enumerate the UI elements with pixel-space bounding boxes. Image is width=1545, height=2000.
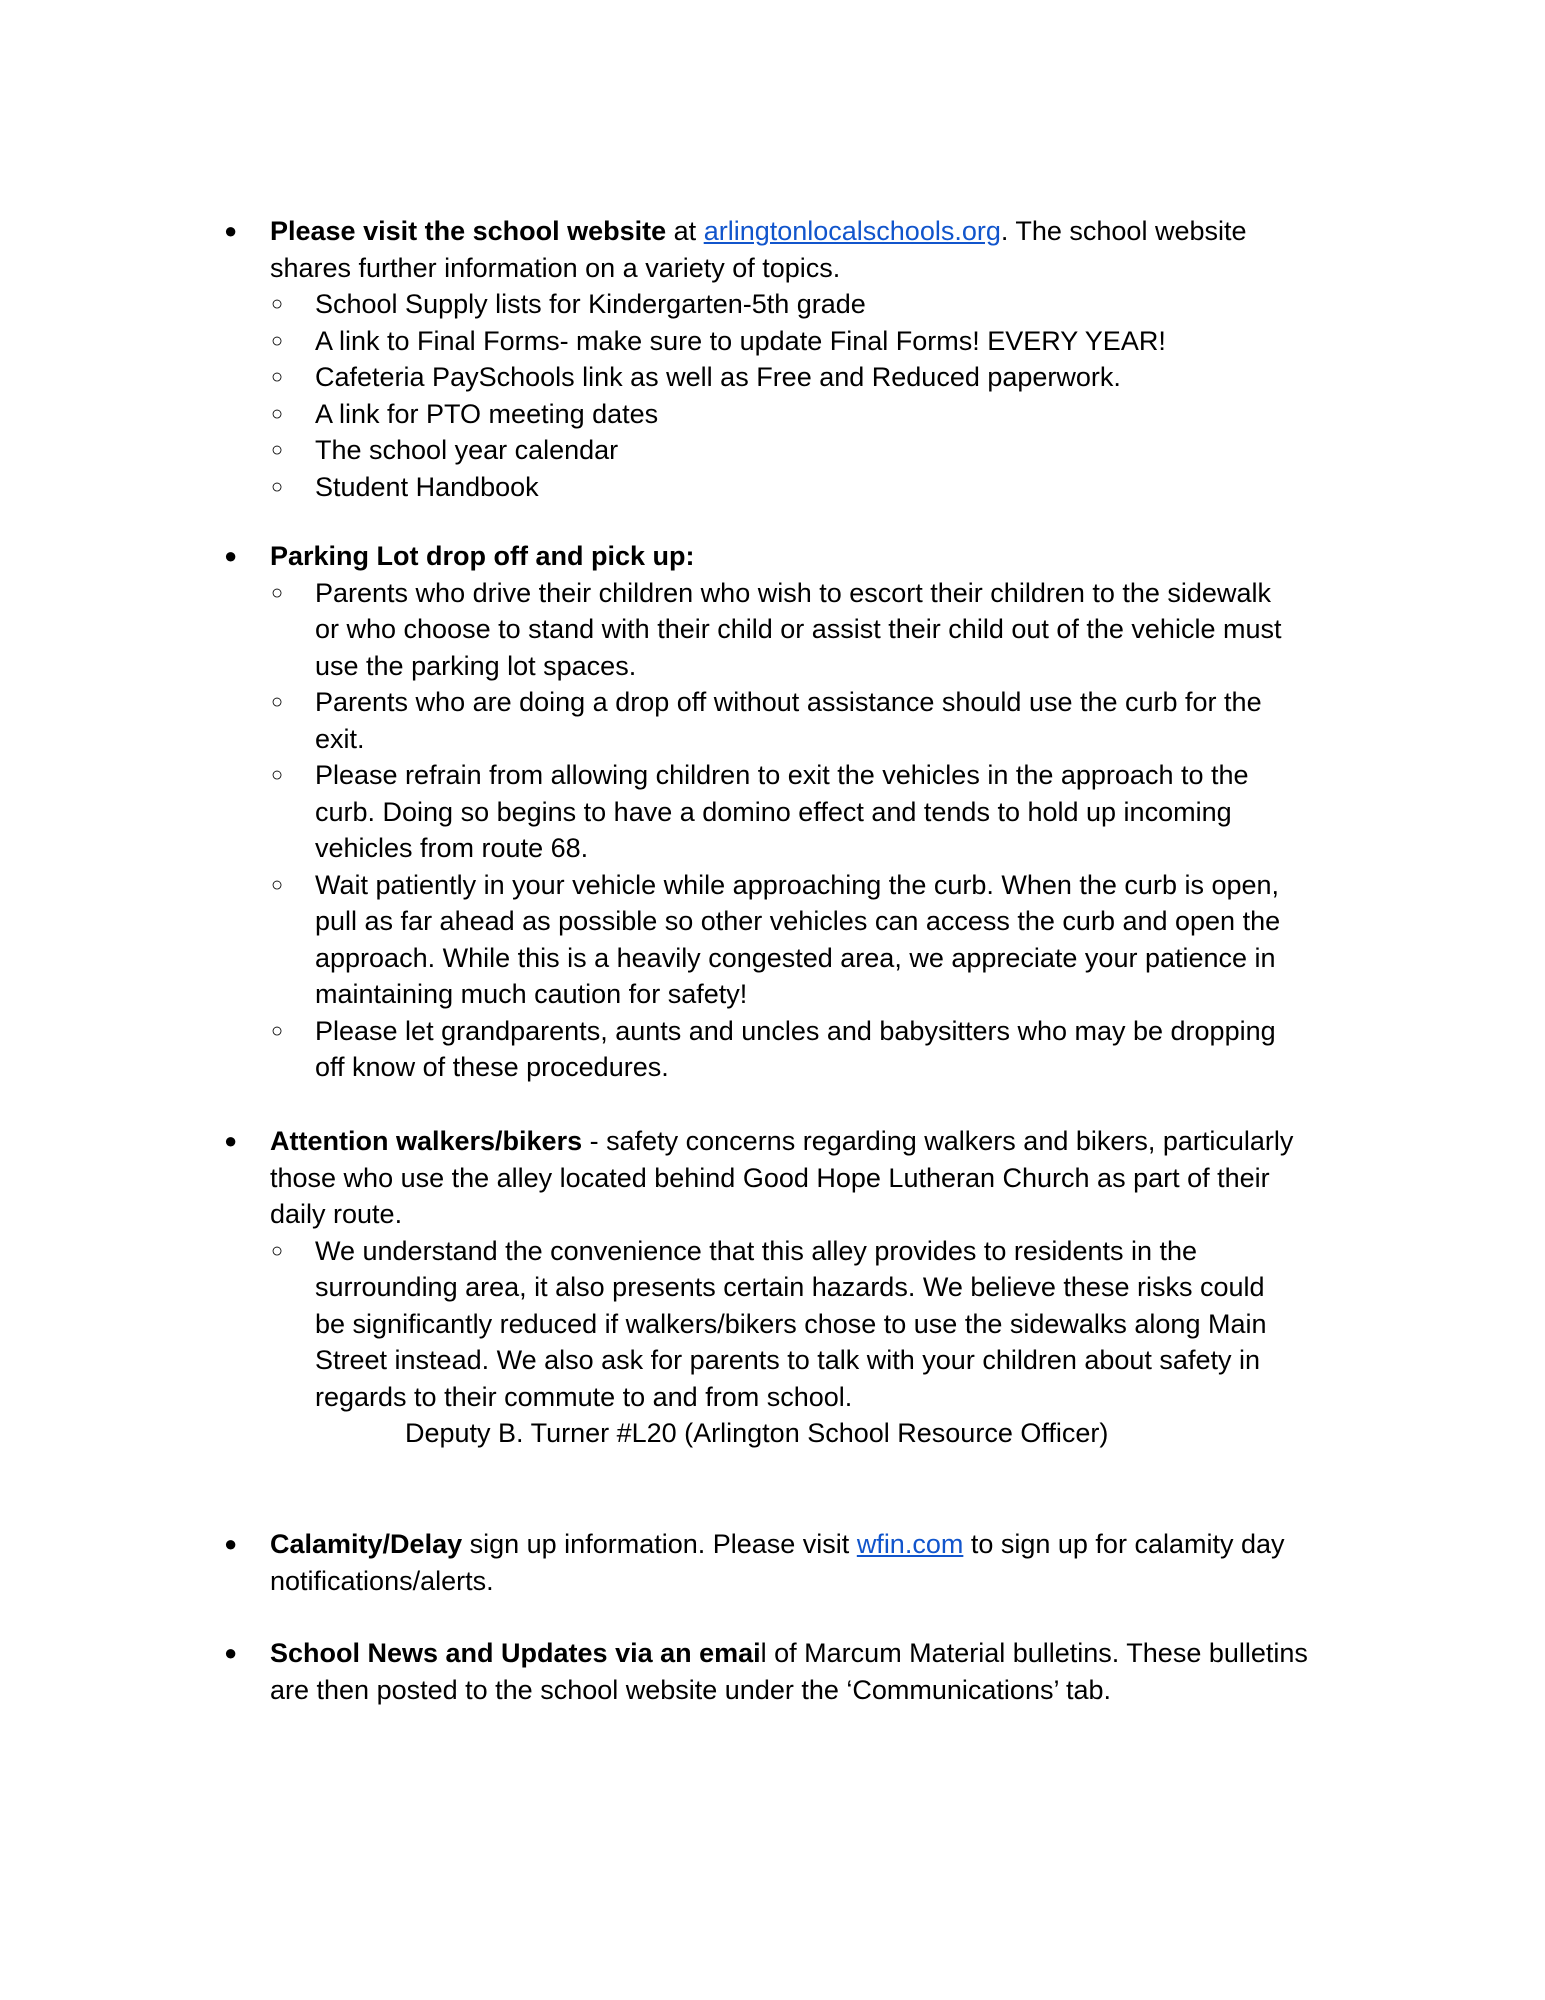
website-topic-item bbox=[225, 469, 1385, 506]
circle-bullet-icon: ○ bbox=[271, 764, 284, 786]
website-heading: Please visit the school website bbox=[270, 216, 667, 246]
website-topic-item bbox=[225, 432, 1385, 469]
parking-rule-item-line: Please refrain from allowing children to exit the vehicles in the approach to the bbox=[315, 760, 1249, 790]
calamity-line-2: notifications/alerts. bbox=[270, 1565, 494, 1596]
parking-rules-list bbox=[225, 575, 1385, 1086]
section-parking bbox=[225, 538, 1385, 1086]
walkers-note-item-line: regards to their commute to and from school. bbox=[315, 1381, 853, 1412]
circle-bullet-icon: ○ bbox=[271, 475, 284, 498]
website-line-1: ● Please visit the school website at arlingtonlocalschools.org. The school website bbox=[225, 213, 1385, 250]
website-topic-item-line: A link for PTO meeting dates bbox=[315, 398, 659, 429]
circle-bullet-icon: ○ bbox=[271, 402, 284, 425]
website-topic-item bbox=[225, 396, 1385, 433]
section-news bbox=[225, 1635, 1385, 1708]
walkers-heading: Attention walkers/bikers bbox=[270, 1126, 583, 1156]
website-topic-item-line: A link to Final Forms- make sure to update Final Forms! EVERY YEAR! bbox=[315, 325, 1166, 356]
section-calamity bbox=[225, 1526, 1385, 1599]
parking-rule-item-line: vehicles from route 68. bbox=[315, 833, 589, 863]
signature-line bbox=[225, 1415, 1385, 1452]
parking-rule-item bbox=[225, 1013, 1385, 1086]
section-walkers bbox=[225, 1123, 1385, 1452]
parking-rule-item-line: Parents who drive their children who wish to escort their children to the sidewalk bbox=[315, 577, 1271, 608]
walkers-line-2: those who use the alley located behind Good Hope Lutheran Church as part of their bbox=[270, 1162, 1270, 1193]
news-heading: School News and Updates via an emai bbox=[270, 1638, 761, 1668]
parking-rule-item-line: curb. Doing so begins to have a domino effect and tends to hold up incoming bbox=[315, 796, 1232, 827]
circle-bullet-icon: ○ bbox=[271, 581, 284, 604]
website-topic-item-line: School Supply lists for Kindergarten-5th grade bbox=[315, 289, 866, 319]
parking-rule-item-line: exit. bbox=[315, 723, 365, 754]
parking-rule-item-line: off know of these procedures. bbox=[315, 1052, 669, 1082]
calamity-heading: Calamity/Delay bbox=[270, 1529, 463, 1559]
walkers-note-item-line: Street instead. We also ask for parents to talk with your children about safety in bbox=[315, 1345, 1260, 1375]
calamity-line-1: ● Calamity/Delay sign up information. Please visit wfin.com to sign up for calamity day bbox=[225, 1526, 1385, 1563]
walkers-line-1: ● Attention walkers/bikers - safety concerns regarding walkers and bikers, particularly bbox=[225, 1123, 1385, 1160]
section-website bbox=[225, 213, 1385, 505]
bullet-icon: ● bbox=[224, 1128, 238, 1153]
bullet-icon: ● bbox=[224, 1640, 238, 1665]
circle-bullet-icon: ○ bbox=[271, 1019, 284, 1042]
parking-rule-item-line: Wait patiently in your vehicle while approaching the curb. When the curb is open, bbox=[315, 869, 1280, 900]
circle-bullet-icon: ○ bbox=[271, 691, 284, 713]
circle-bullet-icon: ○ bbox=[271, 293, 284, 315]
website-line-2: shares further information on a variety of topics. bbox=[270, 252, 841, 283]
walkers-note-list bbox=[225, 1233, 1385, 1416]
wfin-link[interactable]: wfin.com bbox=[856, 1529, 964, 1559]
school-website-link[interactable]: arlingtonlocalschools.org bbox=[703, 216, 1001, 246]
walkers-line-3: daily route. bbox=[270, 1199, 403, 1229]
website-topic-list bbox=[225, 286, 1385, 505]
walkers-note-item bbox=[225, 1233, 1385, 1416]
website-topic-item bbox=[225, 286, 1385, 323]
parking-rule-item-line: pull as far ahead as possible so other vehicles can access the curb and open the bbox=[315, 906, 1281, 936]
parking-rule-item bbox=[225, 867, 1385, 1013]
news-line-1: ● School News and Updates via an email of Marcum Material bulletins. These bulletins bbox=[225, 1635, 1385, 1672]
website-topic-item-line: Student Handbook bbox=[315, 471, 539, 502]
circle-bullet-icon: ○ bbox=[271, 873, 284, 896]
parking-rule-item-line: Please let grandparents, aunts and uncles and babysitters who may be dropping bbox=[315, 1015, 1276, 1046]
website-topic-item-line: Cafeteria PaySchools link as well as Free and Reduced paperwork. bbox=[315, 362, 1121, 392]
parking-rule-item bbox=[225, 575, 1385, 685]
news-line-2: are then posted to the school website under the ‘Communications’ tab. bbox=[270, 1674, 1111, 1705]
circle-bullet-icon: ○ bbox=[271, 329, 284, 352]
walkers-note-item-line: surrounding area, it also presents certain hazards. We believe these risks could bbox=[315, 1272, 1265, 1302]
circle-bullet-icon: ○ bbox=[271, 439, 284, 461]
walkers-note-item-line: We understand the convenience that this alley provides to residents in the bbox=[315, 1235, 1198, 1266]
parking-rule-item-line: Parents who are doing a drop off without assistance should use the curb for the bbox=[315, 687, 1262, 717]
parking-rule-item-line: approach. While this is a heavily congested area, we appreciate your patience in bbox=[315, 942, 1276, 973]
bullet-icon: ● bbox=[224, 218, 238, 243]
parking-rule-item-line: or who choose to stand with their child or assist their child out of the vehicle must bbox=[315, 614, 1282, 644]
parking-rule-item-line: maintaining much caution for safety! bbox=[315, 979, 748, 1009]
parking-heading: Parking Lot drop off and pick up: bbox=[270, 541, 695, 571]
website-topic-item bbox=[225, 359, 1385, 396]
circle-bullet-icon: ○ bbox=[271, 1239, 284, 1262]
walkers-note-item-line: be significantly reduced if walkers/bikers chose to use the sidewalks along Main bbox=[315, 1308, 1267, 1339]
parking-rule-item bbox=[225, 757, 1385, 867]
bullet-icon: ● bbox=[224, 1531, 238, 1556]
parking-rule-item-line: use the parking lot spaces. bbox=[315, 650, 637, 681]
officer-signature: Deputy B. Turner #L20 (Arlington School Resource Officer) bbox=[405, 1418, 1109, 1448]
circle-bullet-icon: ○ bbox=[271, 366, 284, 388]
website-topic-item-line: The school year calendar bbox=[315, 435, 619, 465]
parking-line-1 bbox=[225, 538, 1385, 575]
parking-rule-item bbox=[225, 684, 1385, 757]
bullet-icon: ● bbox=[224, 543, 238, 568]
website-topic-item bbox=[225, 323, 1385, 360]
